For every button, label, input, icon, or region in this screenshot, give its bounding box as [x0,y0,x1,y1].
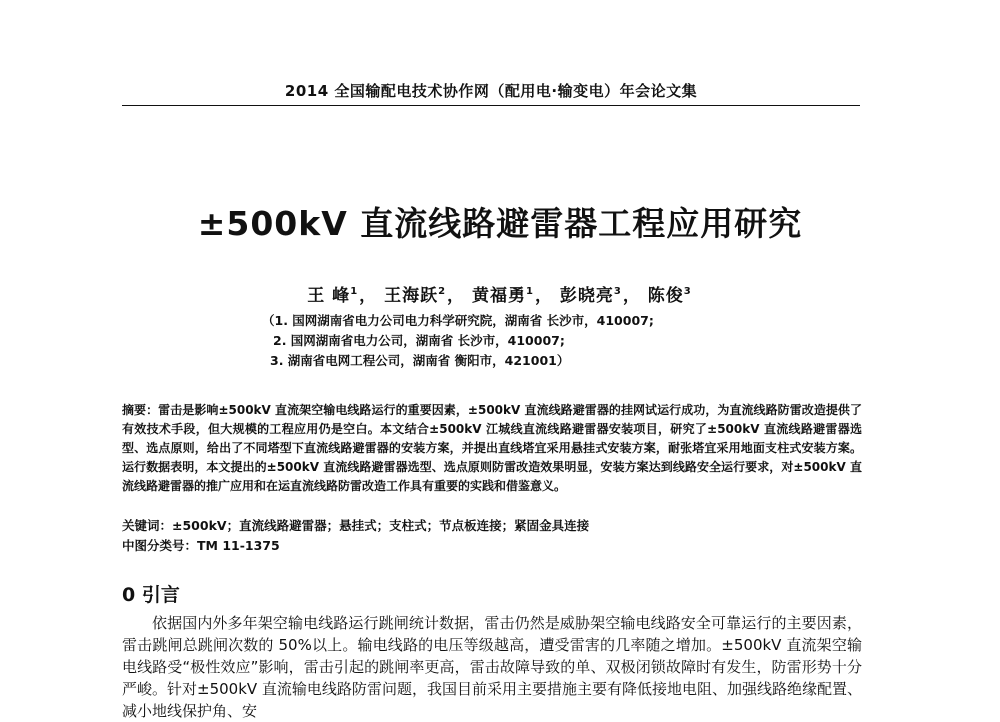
keywords-text: ±500kV；直流线路避雷器；悬挂式；支柱式；节点板连接；紧固金具连接 [172,518,590,533]
author-affil-mark: 1 [525,286,534,298]
author-separator: ， [622,286,641,306]
author-affil-mark: 3 [683,286,692,298]
author-separator: ， [447,286,466,306]
author-name: 黄福勇 [471,286,526,306]
abstract-label: 摘要： [122,403,159,417]
abstract-text: 雷击是影响±500kV 直流架空输电线路运行的重要因素，±500kV 直流线路避雷器的挂网试运行成功，为直流线路防雷改造提供了有效技术手段，但大规模的工程应用仍是空白。本文结合±500kV 江城线直流线路避雷器安装项目，研究了±500kV 直流线路避雷器选型、选点原则，给出了不同塔型下直流线路避雷器的安装方案，并提出直线塔宜采用悬挂式安装方案，耐张塔宜采用地面支柱式安装方案。运行数据表明，本文提出的±500kV 直流线路避雷器选型、选点原则防雷改造效果明显，安装方案达到线路安全运行要求，对±500kV 直流线路避雷器的推广应用和在运直流线路防雷改造工作具有重要的实践和借鉴意义。 [122,403,862,493]
affiliation-2: 2. 国网湖南省电力公司，湖南省 长沙市，410007; [273,333,565,348]
classification-text: TM 11-1375 [197,538,280,553]
author-affil-mark: 3 [613,286,622,298]
keywords-label: 关键词： [122,518,173,533]
author-affil-mark: 1 [350,286,359,298]
affiliation-1: （1. 国网湖南省电力公司电力科学研究院，湖南省 长沙市，410007; [262,313,654,328]
author-list [60,281,940,306]
running-header: 2014 全国输配电技术协作网（配用电·输变电）年会论文集 [284,82,698,100]
author-name: 王海跃 [384,286,439,306]
classification-label: 中图分类号： [122,538,198,553]
header-rule [122,105,860,106]
keywords [122,516,589,534]
author-name: 彭晓亮 [559,286,614,306]
author-name: 陈俊 [647,286,684,306]
abstract [122,401,862,496]
author-separator: ， [359,286,378,306]
author-affil-mark: 2 [438,286,447,298]
affiliation-3: 3. 湖南省电网工程公司，湖南省 衡阳市，421001） [270,353,570,368]
section-heading: 0 引言 [122,584,180,606]
paper-title: ±500kV 直流线路避雷器工程应用研究 [197,204,803,243]
section-body: 依据国内外多年架空输电线路运行跳闸统计数据，雷击仍然是威胁架空输电线路安全可靠运行的主要因素，雷击跳闸总跳闸次数的 50%以上。输电线路的电压等级越高，遭受雷害的几率随之增加。±500kV 直流架空输电线路受“极性效应”影响，雷击引起的跳闸率更高，雷击故障导致的单、双极闭锁故障时有发生，防雷形势十分严峻。针对±500kV 直流输电线路防雷问题，我国目前采用主要措施主要有降低接地电阻、加强线路绝缘配置、减小地线保护角、安 [122,614,862,720]
author-separator: ， [534,286,553,306]
author-name: 王 峰 [307,286,351,306]
classification-number [122,536,280,554]
